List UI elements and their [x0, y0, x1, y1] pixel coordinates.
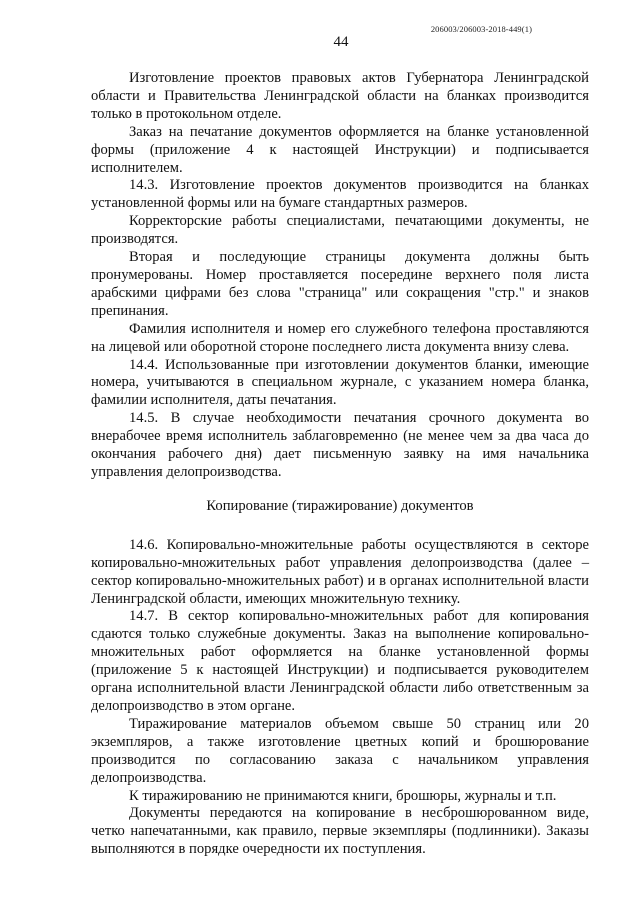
paragraph: Тиражирование материалов объемом свыше 50 страниц или 20 экземпляров, а также изготовление цветных копий и брошюрование производится по согласованию заказа с начальником управления делопроизводства.: [91, 715, 589, 786]
paragraph: Вторая и последующие страницы документа должны быть пронумерованы. Номер проставляется посередине верхнего поля листа арабскими цифрами без слова "страница" или сокращения "стр." и знаков препинания.: [91, 249, 589, 319]
paragraph: 14.4. Использованные при изготовлении документов бланки, имеющие номера, учитываются в специальном журнале, с указанием номера бланка, фамилии исполнителя, даты печатания.: [91, 356, 589, 409]
paragraph: 14.5. В случае необходимости печатания срочного документа во внерабочее время исполнитель заблаговременно (не менее чем за два часа до окончания рабочего дня) дает письменную заявку на имя начальника управления делопроизводства.: [91, 410, 589, 480]
paragraph: Документы передаются на копирование в несброшюрованном виде, четко напечатанными, как правило, первые экземпляры (подлинники). Заказы выполняются в порядке очередности их поступления.: [91, 805, 589, 858]
paragraph: Изготовление проектов правовых актов Губернатора Ленинградской области и Правительства Ленинградской области на бланках производится только в протокольном отделе.: [91, 70, 589, 122]
paragraph: Корректорские работы специалистами, печатающими документы, не производятся.: [91, 213, 589, 248]
paragraph: К тиражированию не принимаются книги, брошюры, журналы и т.п.: [129, 787, 557, 804]
paragraph: 14.7. В сектор копировально-множительных работ для копирования сдаются только служебные документы. Заказ на выполнение копировально-множительных работ оформляется на бланке установленной формы (приложение 5 к настоящей Инструкции) и подписывается руководителем органа исполнительной власти Ленинградской области либо ответственным за делопроизводство в этом органе.: [91, 608, 589, 714]
document-code: 206003/206003-2018-449(1): [430, 24, 532, 34]
paragraph: Фамилия исполнителя и номер его служебного телефона проставляются на лицевой или оборотной стороне последнего листа документа внизу слева.: [91, 320, 589, 355]
paragraph: 14.3. Изготовление проектов документов производится на бланках установленной формы или на бумаге стандартных размеров.: [91, 177, 589, 212]
paragraph: Заказ на печатание документов оформляется на бланке установленной формы (приложение 4 к настоящей Инструкции) и подписывается исполнителем.: [91, 123, 589, 176]
section-title: Копирование (тиражирование) документов: [206, 497, 474, 514]
document-body: [91, 70, 589, 859]
paragraph: 14.6. Копировально-множительные работы осуществляются в секторе копировально-множительных работ управления делопроизводства (далее – сектор копировально-множительных работ) и в органах исполнительной власти Ленинградской области, имеющих множительную технику.: [91, 536, 589, 607]
page-number: 44: [333, 34, 349, 50]
